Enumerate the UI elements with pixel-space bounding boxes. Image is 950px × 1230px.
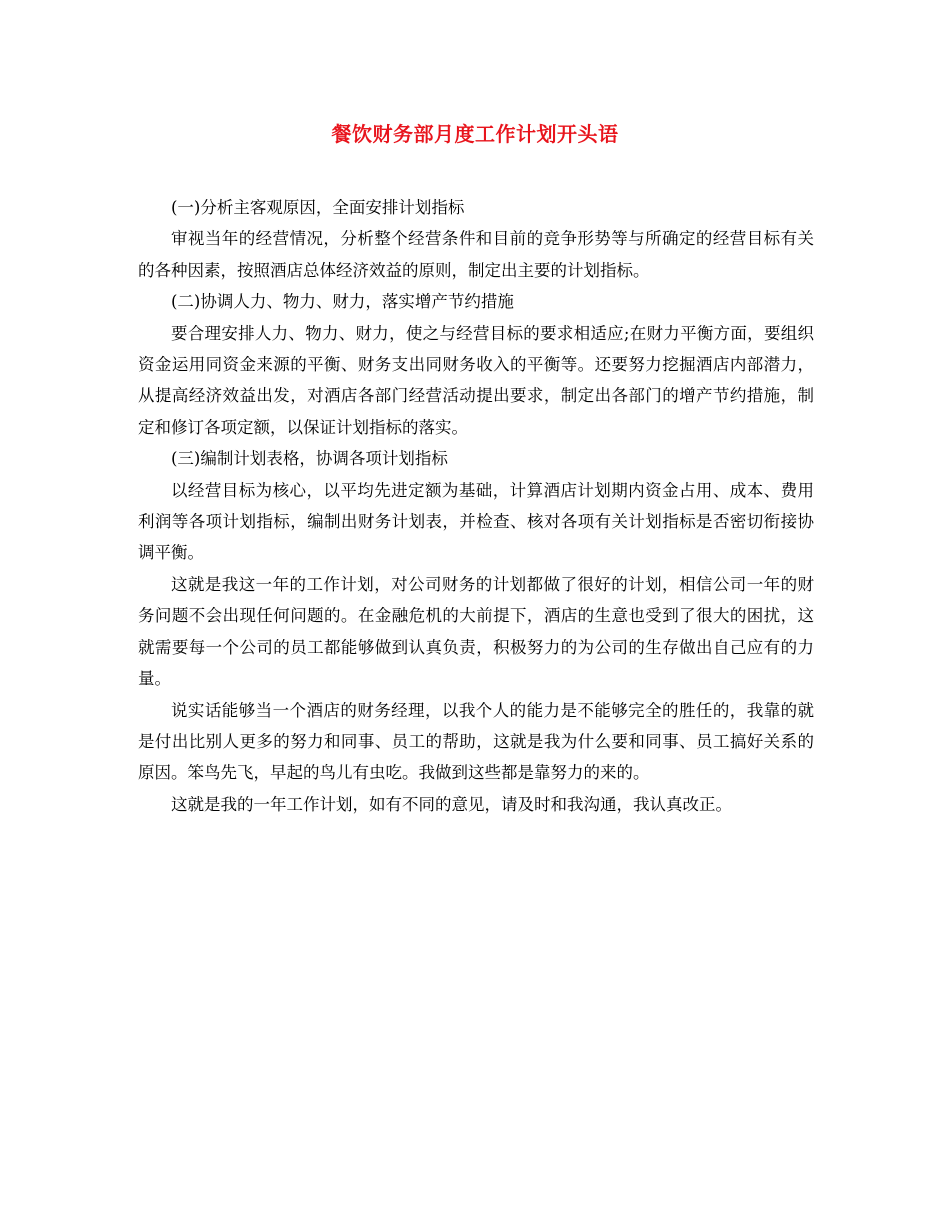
paragraph-5: 说实话能够当一个酒店的财务经理，以我个人的能力是不能够完全的胜任的，我靠的就是付出比别人更多的努力和同事、员工的帮助，这就是我为什么要和同事、员工搞好关系的原因。笨鸟先飞，早起的鸟儿有虫吃。我做到这些都是靠努力的来的。 — [138, 700, 814, 783]
section-heading-3: (三)编制计划表格，协调各项计划指标 — [171, 449, 448, 469]
document-body — [138, 192, 814, 820]
paragraph-1: 审视当年的经营情况，分析整个经营条件和目前的竞争形势等与所确定的经营目标有关的各种因素，按照酒店总体经济效益的原则，制定出主要的计划指标。 — [138, 229, 814, 280]
paragraph-3: 以经营目标为核心，以平均先进定额为基础，计算酒店计划期内资金占用、成本、费用利润等各项计划指标，编制出财务计划表，并检查、核对各项有关计划指标是否密切衔接协调平衡。 — [138, 480, 814, 563]
paragraph-2: 要合理安排人力、物力、财力，使之与经营目标的要求相适应;在财力平衡方面，要组织资金运用同资金来源的平衡、财务支出同财务收入的平衡等。还要努力挖掘酒店内部潜力，从提高经济效益出发，对酒店各部门经营活动提出要求，制定出各部门的增产节约措施，制定和修订各项定额，以保证计划指标的落实。 — [138, 323, 814, 437]
section-heading-2: (二)协调人力、物力、财力，落实增产节约措施 — [171, 292, 514, 312]
document-title: 餐饮财务部月度工作计划开头语 — [331, 122, 619, 146]
paragraph-6: 这就是我的一年工作计划，如有不同的意见，请及时和我沟通，我认真改正。 — [171, 794, 732, 814]
section-heading-1: (一)分析主客观原因，全面安排计划指标 — [171, 198, 465, 217]
paragraph-4: 这就是我这一年的工作计划，对公司财务的计划都做了很好的计划，相信公司一年的财务问题不会出现任何问题的。在金融危机的大前提下，酒店的生意也受到了很大的困扰，这就需要每一个公司的员工都能够做到认真负责，积极努力的为公司的生存做出自己应有的力量。 — [138, 574, 814, 689]
